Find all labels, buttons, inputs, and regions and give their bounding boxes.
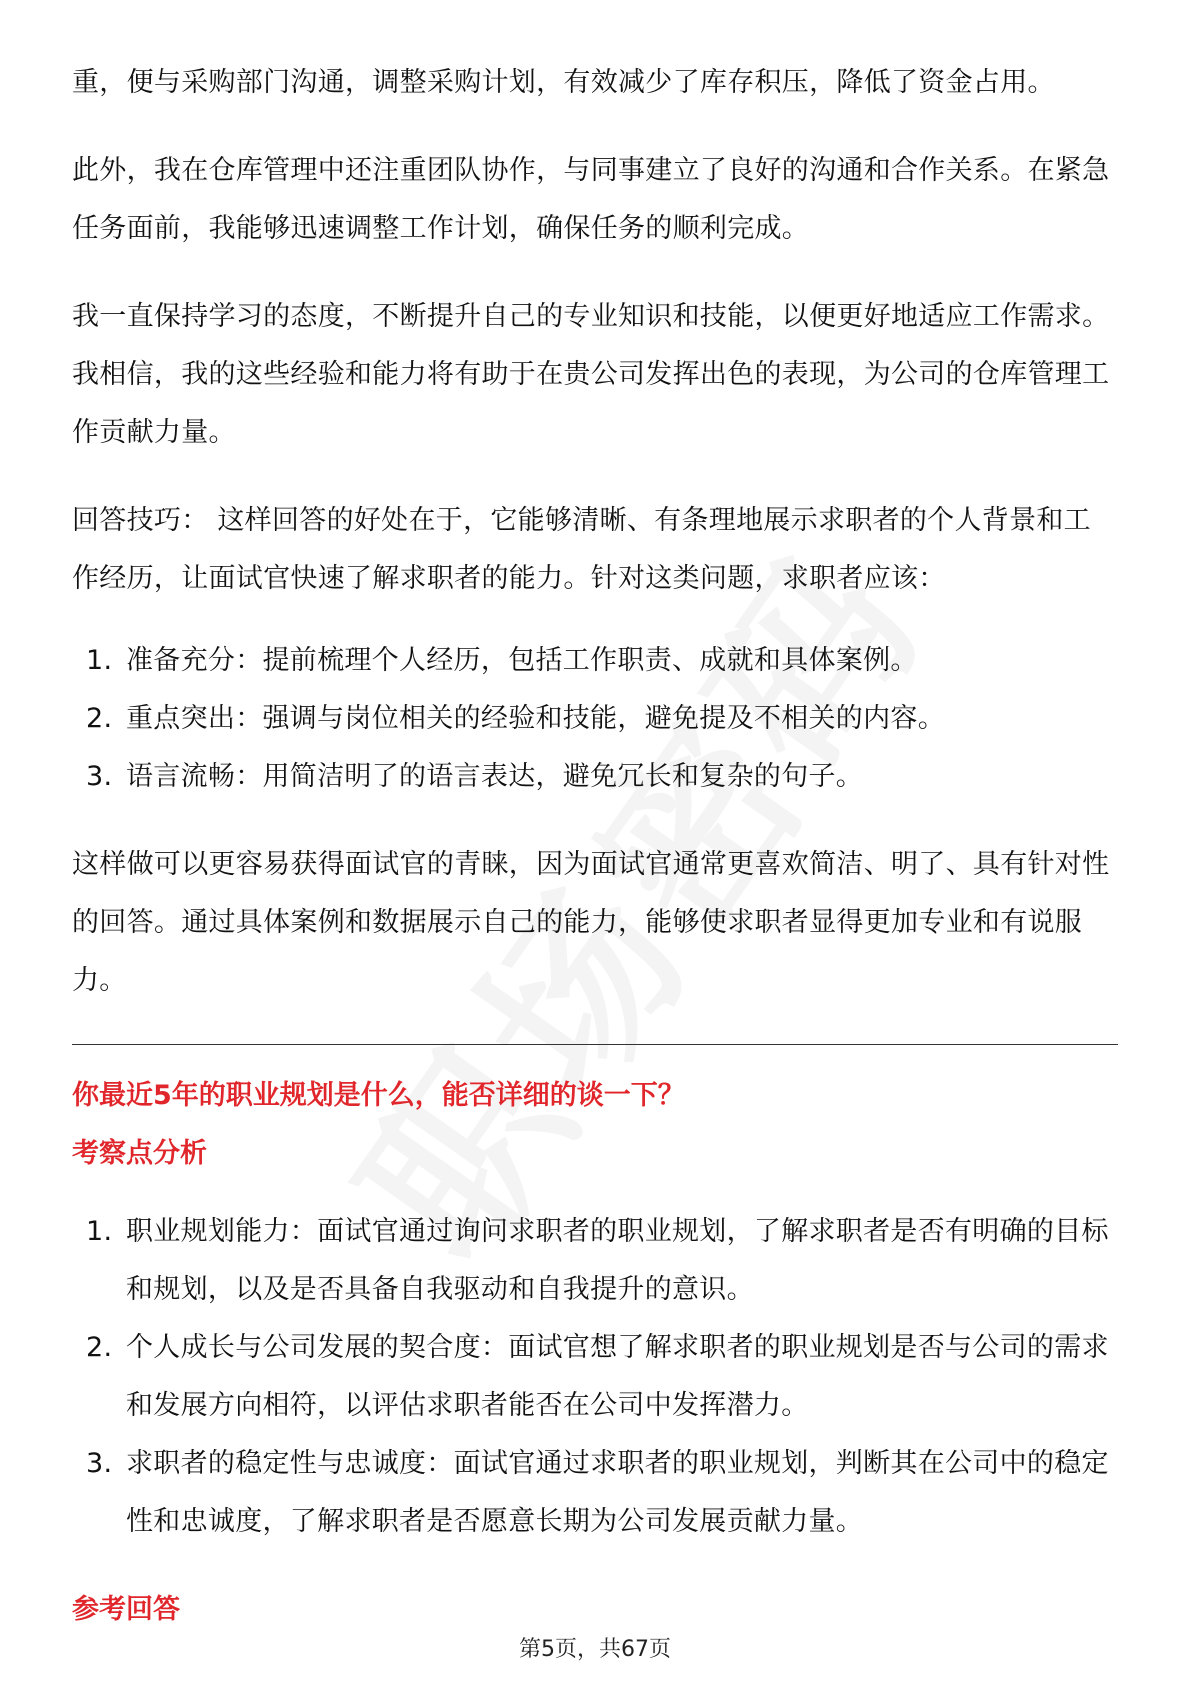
paragraph-answer-tips: 回答技巧： 这样回答的好处在于，它能够清晰、有条理地展示求职者的个人背景和工作经历，让面试官快速了解求职者的能力。针对这类问题，求职者应该：: [72, 505, 1091, 594]
paragraph-learning: 我一直保持学习的态度，不断提升自己的专业知识和技能，以便更好地适应工作需求。我相信，我的这些经验和能力将有助于在贵公司发挥出色的表现，为公司的仓库管理工作贡献力量。: [72, 301, 1110, 448]
list-item-number: 1.: [86, 645, 113, 676]
list-item: [72, 690, 1118, 748]
question-title: 你最近5年的职业规划是什么，能否详细的谈一下？: [72, 1080, 685, 1111]
paragraph-continuation: 重，便与采购部门沟通，调整采购计划，有效减少了库存积压，降低了资金占用。: [72, 67, 1055, 98]
page-footer: [0, 1632, 1190, 1663]
list-item: [72, 1319, 1118, 1435]
list-item-text: 职业规划能力：面试官通过询问求职者的职业规划，了解求职者是否有明确的目标和规划，以及是否具备自我驱动和自我提升的意识。: [126, 1216, 1109, 1305]
list-item-text: 求职者的稳定性与忠诚度：面试官通过求职者的职业规划，判断其在公司中的稳定性和忠诚度，了解求职者是否愿意长期为公司发展贡献力量。: [126, 1448, 1109, 1537]
list-item: [72, 1203, 1118, 1319]
list-item-number: 3.: [86, 761, 113, 792]
list-item: [72, 748, 1118, 806]
page-number: 第5页，共67页: [519, 1637, 671, 1662]
analysis-list: [72, 1203, 1118, 1551]
paragraph-teamwork: 此外，我在仓库管理中还注重团队协作，与同事建立了良好的沟通和合作关系。在紧急任务面前，我能够迅速调整工作计划，确保任务的顺利完成。: [72, 155, 1110, 244]
reference-answer-heading: 参考回答: [72, 1594, 180, 1625]
tips-list: [72, 632, 1118, 806]
list-item-text: 个人成长与公司发展的契合度：面试官想了解求职者的职业规划是否与公司的需求和发展方向相符，以评估求职者能否在公司中发挥潜力。: [126, 1332, 1109, 1421]
list-item: [72, 632, 1118, 690]
list-item-number: 1.: [86, 1216, 113, 1247]
analysis-heading: 考察点分析: [72, 1138, 207, 1169]
page-content: [72, 54, 1118, 1639]
list-item-number: 2.: [86, 1332, 113, 1363]
list-item-text: 语言流畅：用简洁明了的语言表达，避免冗长和复杂的句子。: [126, 761, 864, 792]
section-divider: [72, 1044, 1118, 1045]
paragraph-summary: 这样做可以更容易获得面试官的青睐，因为面试官通常更喜欢简洁、明了、具有针对性的回答。通过具体案例和数据展示自己的能力，能够使求职者显得更加专业和有说服力。: [72, 849, 1110, 996]
list-item-number: 3.: [86, 1448, 113, 1479]
list-item-number: 2.: [86, 703, 113, 734]
list-item-text: 重点突出：强调与岗位相关的经验和技能，避免提及不相关的内容。: [126, 703, 945, 734]
list-item: [72, 1435, 1118, 1551]
list-item-text: 准备充分：提前梳理个人经历，包括工作职责、成就和具体案例。: [126, 645, 918, 676]
